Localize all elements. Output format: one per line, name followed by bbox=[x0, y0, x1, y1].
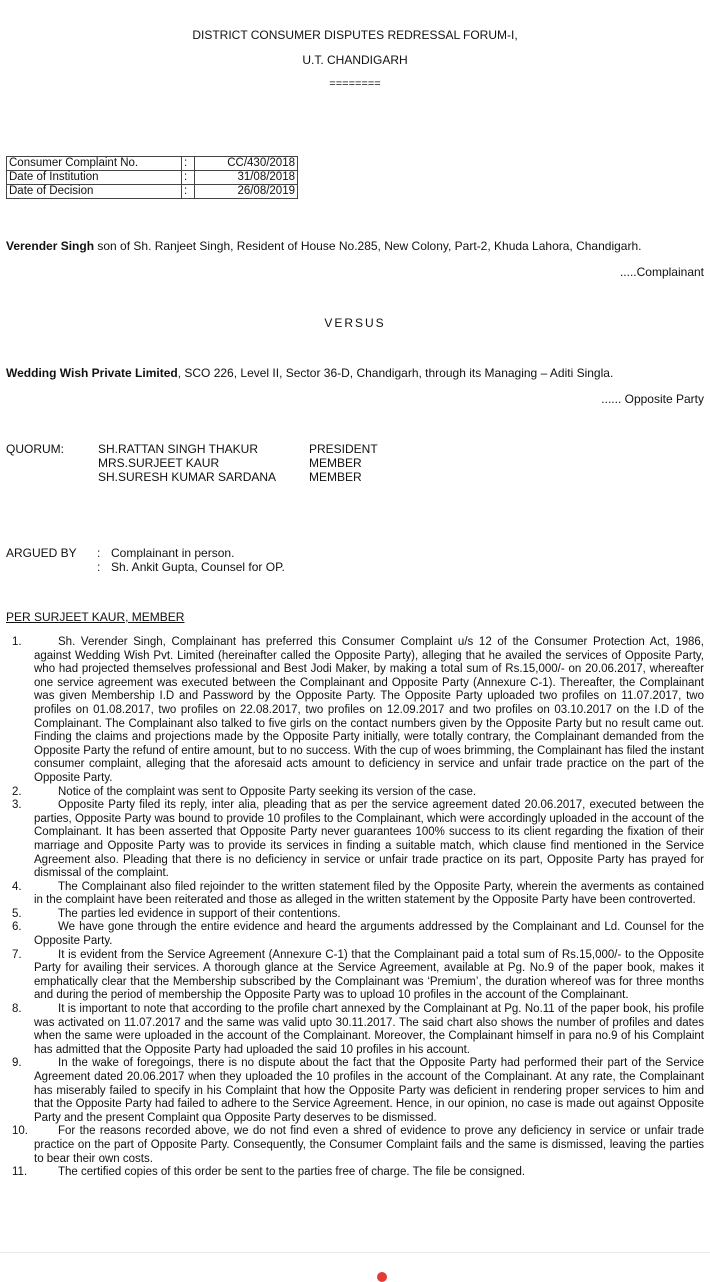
case-sep: : bbox=[182, 185, 195, 199]
judgment-paragraph bbox=[12, 880, 704, 908]
complainant-block bbox=[6, 239, 641, 253]
argued-by-entry: Complainant in person. bbox=[111, 546, 235, 560]
paragraph-text: The parties led evidence in support of their contentions. bbox=[58, 907, 341, 920]
forum-location: U.T. CHANDIGARH bbox=[302, 53, 408, 67]
paragraph-number: 1. bbox=[12, 636, 22, 648]
judgment-paragraph bbox=[12, 799, 704, 881]
paragraph-text: For the reasons recorded above, we do not find even a shred of evidence to prove any deficiency in service or unfair trade practice on the part of Opposite Party. Consequently, the Consumer Complaint fails and the same is dismissed, leaving the parties to bear their own costs. bbox=[34, 1125, 704, 1165]
paragraph-number: 11. bbox=[12, 1166, 28, 1179]
paragraph-text: It is evident from the Service Agreement (Annexure C-1) that the Complainant paid a total sum of Rs.15,000/- to the Opposite Party for availing their services. A thorough glance at the Service Agreement, available at Pg. No.9 of the paper book, makes it emphatically clear that the Membership subscribed by the Complainant was ‘Premium’, the duration whereof was for three months and during the period of membership the Opposite Party was to upload 10 profiles in the account of the Complainant. bbox=[34, 948, 704, 1002]
quorum-member-designation: MEMBER bbox=[309, 470, 362, 484]
forum-title: DISTRICT CONSUMER DISPUTES REDRESSAL FORUM-I, bbox=[192, 28, 518, 42]
table-row bbox=[7, 171, 298, 185]
judgment-paragraph bbox=[12, 948, 704, 1003]
judgment-paragraph bbox=[12, 1125, 704, 1166]
versus-label: VERSUS bbox=[324, 316, 386, 330]
paragraph-text: We have gone through the entire evidence and heard the arguments addressed by the Complainant and Ld. Counsel for the Opposite Party. bbox=[34, 921, 704, 948]
page-indicator-dot[interactable] bbox=[377, 1272, 387, 1282]
argued-by-sep: : bbox=[97, 546, 101, 560]
paragraph-number: 2. bbox=[12, 785, 22, 798]
table-row bbox=[7, 157, 298, 171]
paragraph-text: The Complainant also filed rejoinder to the written statement filed by the Opposite Party, wherein the averments as contained in the complaint have been reiterated and those as alleged in the written statement by the Opposite Party have been controverted. bbox=[34, 880, 704, 907]
paragraph-number: 7. bbox=[12, 948, 22, 961]
case-value: 31/08/2018 bbox=[195, 171, 298, 185]
case-details-table bbox=[6, 156, 298, 199]
case-label: Consumer Complaint No. bbox=[7, 157, 182, 171]
complainant-name: Verender Singh bbox=[6, 239, 95, 253]
paragraph-number: 9. bbox=[12, 1057, 22, 1070]
quorum-member-name: SH.SURESH KUMAR SARDANA bbox=[98, 470, 277, 484]
argued-by-sep: : bbox=[97, 560, 101, 574]
paragraph-text: Notice of the complaint was sent to Opposite Party seeking its version of the case. bbox=[58, 785, 477, 798]
paragraph-text: The certified copies of this order be sent to the parties free of charge. The file be consigned. bbox=[58, 1166, 526, 1179]
paragraph-number: 5. bbox=[12, 907, 22, 920]
judgment-paragraph bbox=[12, 1057, 704, 1125]
quorum-label: QUORUM: bbox=[6, 442, 64, 456]
complainant-role: .....Complainant bbox=[619, 265, 704, 279]
quorum-member-designation: MEMBER bbox=[309, 456, 362, 470]
case-sep: : bbox=[182, 171, 195, 185]
paragraph-text: It is important to note that according to the profile chart annexed by the Complainant at Pg. No.11 of the paper book, his profile was activated on 11.07.2017 and the same was valid upto 30.11.2017. The said chart also shows the number of profiles and dates when the same were uploaded in the account of the Complainant. Moreover, the Complainant himself in para no.9 of his Complaint has admitted that the Opposite Party had uploaded the said 10 profiles in his account. bbox=[34, 1003, 704, 1056]
case-value: CC/430/2018 bbox=[195, 157, 298, 171]
judgment-paragraph bbox=[12, 636, 704, 786]
paragraph-number: 3. bbox=[12, 799, 22, 812]
paragraph-number: 10. bbox=[12, 1125, 28, 1138]
case-label: Date of Institution bbox=[7, 171, 182, 185]
quorum-member-name: MRS.SURJEET KAUR bbox=[98, 456, 220, 470]
opposite-party-details: , SCO 226, Level II, Sector 36-D, Chandigarh, through its Managing – Aditi Singla. bbox=[177, 366, 614, 380]
case-value: 26/08/2019 bbox=[195, 185, 298, 199]
paragraph-text: Opposite Party filed its reply, inter alia, pleading that as per the service agreement dated 20.06.2017, executed between the parties, Opposite Party was bound to provide 10 profiles to the Complainant, which were accordingly uploaded in the account of the Complainant. It has been asserted that Opposite Party never guarantees 100% success to its client regarding the fixation of their marriage and Opposite Party was to provide its services in finding a suitable match, which clause find mentioned in the Service Agreement also. Pleading that there is no deficiency in service or unfair trade practice on its part, Opposite Party has prayed for dismissal of the complaint. bbox=[34, 799, 704, 880]
judgment-paragraph bbox=[12, 921, 704, 948]
judgment-author: PER SURJEET KAUR, MEMBER bbox=[6, 610, 185, 624]
judgment-body bbox=[12, 636, 704, 1180]
table-row bbox=[7, 185, 298, 199]
judgment-paragraph bbox=[12, 1003, 704, 1057]
paragraph-text: Sh. Verender Singh, Complainant has preferred this Consumer Complaint u/s 12 of the Consumer Protection Act, 1986, against Wedding Wish Pvt. Limited (hereinafter called the Opposite Party), alleging that he availed the services of Opposite Party, who had projected themselves professional and Best Jodi Maker, by making a total sum of Rs.15,000/- on 20.06.2017, whereafter one service agreement was executed between the Complainant and Opposite Party (Annexure C-1). Thereafter, the Complainant was given Membership I.D and Password by the Opposite Party. The Opposite Party uploaded two profiles on 11.07.2017, two profiles on 01.08.2017, two profiles on 22.08.2017, two profiles on 12.09.2017 and two profiles on 03.10.2017 on the I.D of the Complainant. The Complainant also talked to five girls on the contact numbers given by the Opposite Party but no result came out. Finding the claims and projections made by the Opposite Party initially, were totally contrary, the Complainant demanded from the Opposite Party the refund of entire amount, but to no success. With the cup of woes brimming, the Complainant has filed the instant consumer complaint, alleging that the aforesaid acts amount to deficiency in service and unfair trade practice on the part of the Opposite Party. bbox=[34, 636, 704, 784]
argued-by-label: ARGUED BY bbox=[6, 546, 77, 560]
judgment-paragraph bbox=[12, 907, 704, 922]
complainant-details: son of Sh. Ranjeet Singh, Resident of House No.285, New Colony, Part-2, Khuda Lahora, Chandigarh. bbox=[94, 239, 642, 253]
opposite-party-name: Wedding Wish Private Limited bbox=[6, 366, 178, 380]
judgment-paragraph bbox=[12, 785, 704, 800]
opposite-party-role: ...... Opposite Party bbox=[601, 392, 704, 406]
page-divider bbox=[0, 1252, 710, 1253]
quorum-member-name: SH.RATTAN SINGH THAKUR bbox=[98, 442, 259, 456]
paragraph-number: 6. bbox=[12, 921, 22, 934]
header-rule: ======== bbox=[329, 78, 381, 90]
paragraph-number: 8. bbox=[12, 1003, 22, 1016]
paragraph-number: 4. bbox=[12, 880, 22, 893]
paragraph-text: In the wake of foregoings, there is no dispute about the fact that the Opposite Party had performed their part of the Service Agreement dated 20.06.2017 when they uploaded the 10 profiles in the account of the Complainant. At any rate, the Complainant has miserably failed to specify in his Complaint that how the Opposite Party was deficient in rendering proper services to him and that the Opposite Party had failed to adhere to the Service Agreement. Hence, in our opinion, no case is made out against Opposite Party and the present Complaint qua Opposite Party deserves to be dismissed. bbox=[34, 1057, 704, 1124]
quorum-member-designation: PRESIDENT bbox=[309, 442, 378, 456]
argued-by-entry: Sh. Ankit Gupta, Counsel for OP. bbox=[111, 560, 285, 574]
case-label: Date of Decision bbox=[7, 185, 182, 199]
judgment-paragraph bbox=[12, 1166, 704, 1180]
opposite-party-block bbox=[6, 366, 613, 380]
case-sep: : bbox=[182, 157, 195, 171]
